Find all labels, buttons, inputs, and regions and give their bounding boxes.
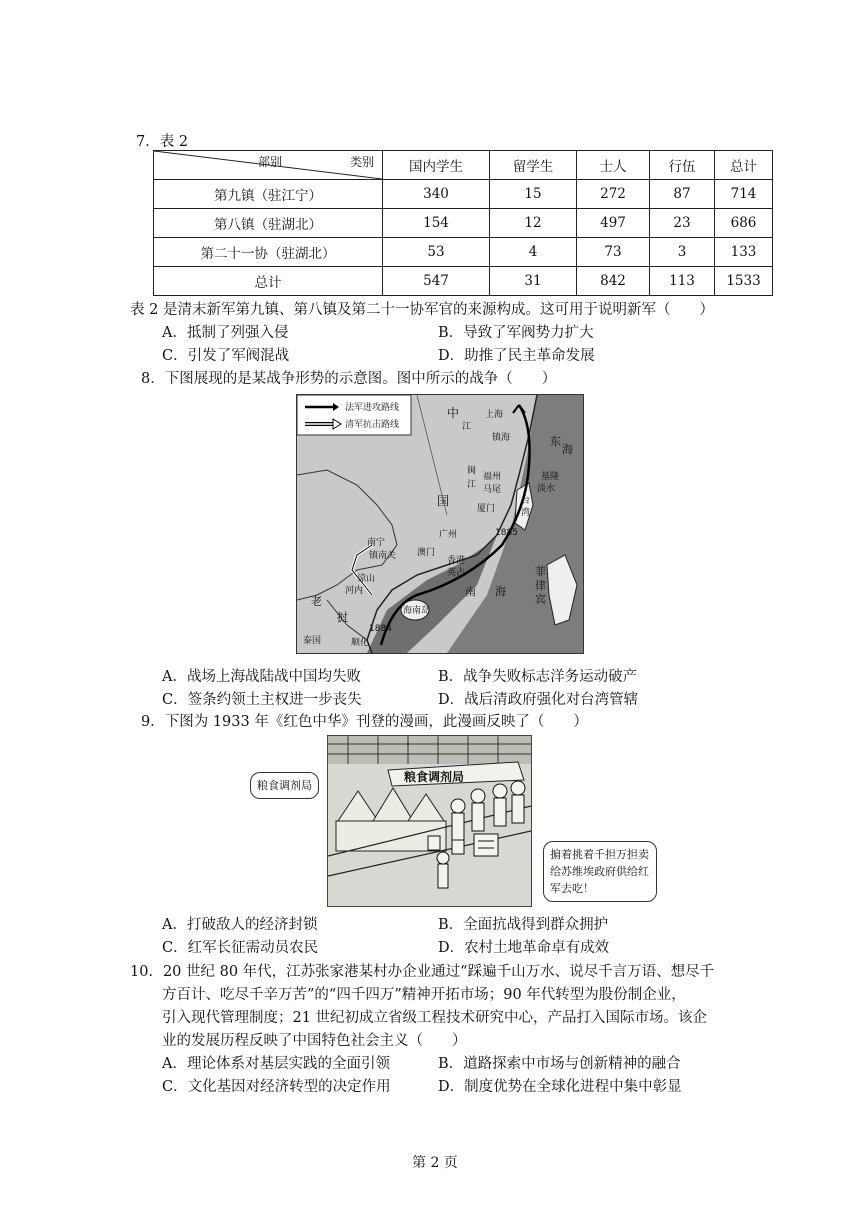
q10-option-d[interactable]: D．制度优势在全球化进程中集中彰显 — [438, 1079, 682, 1095]
map-graphic — [297, 395, 583, 653]
q7-option-a[interactable]: A．抵制了列强入侵 — [162, 325, 289, 341]
column-header: 国内学生 — [383, 151, 490, 180]
map-label: 宾 — [535, 593, 546, 606]
map-label: 律 — [535, 579, 546, 592]
q7-heading — [136, 130, 188, 151]
map-label: 南 — [465, 585, 476, 598]
q9-option-d[interactable]: D．农村土地革命卓有成效 — [438, 940, 610, 956]
map-label: 1884 — [369, 624, 392, 634]
q9-option-c[interactable]: C．红军长征需动员农民 — [162, 940, 319, 956]
q10-option-c[interactable]: C．文化基因对经济转型的决定作用 — [162, 1079, 391, 1095]
column-header: 留学生 — [490, 151, 577, 180]
table-cell: 842 — [577, 267, 650, 296]
q9-option-a[interactable]: A．打破敌人的经济封锁 — [162, 917, 318, 933]
table-cell: 113 — [650, 267, 715, 296]
table-row — [154, 209, 773, 238]
map-label: 湾 — [521, 508, 531, 518]
table-cell: 497 — [577, 209, 650, 238]
q8-option-c[interactable]: C．签条约领土主权进一步丧失 — [162, 692, 362, 708]
map-label: 南宁 — [367, 538, 386, 548]
table-row — [154, 238, 773, 267]
map-label: 菲 — [535, 565, 546, 578]
map-label: 顺化 — [351, 638, 370, 648]
map-label: 马尾 — [483, 485, 502, 495]
red-china-cartoon — [327, 735, 532, 907]
table-cell: 53 — [383, 238, 490, 267]
map-label: 厦门 — [477, 504, 496, 514]
map-label: 挝 — [337, 611, 348, 624]
column-header: 行伍 — [650, 151, 715, 180]
route-arrow — [513, 405, 525, 413]
officer-source-table — [153, 150, 773, 296]
map-label: 海南岛 — [403, 606, 431, 616]
map-label: 国 — [437, 494, 450, 508]
q10-line-3: 引入现代管理制度；21 世纪初成立省级工程技术研究中心，产品打入国际市场。该企 — [162, 1010, 708, 1026]
map-label: 闽 — [467, 466, 477, 476]
map-label: 中 — [447, 406, 460, 420]
map-label: 老 — [311, 595, 322, 608]
map-label: 基隆 — [541, 472, 560, 482]
table-cell: 686 — [715, 209, 773, 238]
q7-number: 7． — [136, 134, 160, 150]
q8-option-d[interactable]: D．战后清政府强化对台湾管辖 — [438, 692, 639, 708]
table-cell: 133 — [715, 238, 773, 267]
roof — [328, 736, 531, 764]
q10-line-1: 10．20 世纪 80 年代，江苏张家港某村办企业通过“踩遍千山万水、说尽千言万语、想尽千 — [130, 964, 715, 980]
table-cell: 73 — [577, 238, 650, 267]
table-cell: 547 — [383, 267, 490, 296]
map-label: 澳门 — [417, 548, 436, 558]
table-cell: 340 — [383, 180, 490, 209]
map-label: 泰国 — [303, 636, 322, 646]
legend-attack-label: 法军进攻路线 — [345, 403, 400, 413]
table-cell: 15 — [490, 180, 577, 209]
legend-defense-label: 清军抗击路线 — [345, 420, 400, 430]
map-label: 江 — [462, 422, 472, 432]
q7-table-title: 表 2 — [159, 134, 189, 150]
row-label: 第八镇（驻湖北） — [154, 209, 383, 238]
table-cell: 3 — [650, 238, 715, 267]
header-left-label: 部别 — [258, 155, 283, 169]
q9-option-b[interactable]: B．全面抗战得到群众拥护 — [438, 917, 609, 933]
callout-grain-bureau: 粮食调剂局 — [250, 772, 319, 799]
diagonal-header-cell — [154, 151, 383, 180]
q10-line-2: 方百计、吃尽千辛万苦”的“四千四万”精神开拓市场；90 年代转型为股份制企业， — [162, 987, 686, 1003]
table-cell: 4 — [490, 238, 577, 267]
column-header: 总计 — [715, 151, 773, 180]
map-label: 镇海 — [492, 433, 511, 443]
table-cell: 154 — [383, 209, 490, 238]
table-row — [154, 267, 773, 296]
map-label: 河内 — [345, 586, 364, 596]
map-label: 淡水 — [537, 484, 556, 494]
callout-peasant-speech: 掮着挑着千担万担卖给苏维埃政府供给红军去吃！ — [543, 841, 657, 902]
table-cell: 31 — [490, 267, 577, 296]
war-situation-map — [296, 394, 584, 654]
table-cell: 272 — [577, 180, 650, 209]
table-cell: 23 — [650, 209, 715, 238]
q10-line-4: 业的发展历程反映了中国特色社会主义（ ） — [162, 1033, 467, 1049]
cartoon-graphic — [328, 736, 531, 906]
map-label: 福州 — [483, 472, 502, 482]
q8-option-b[interactable]: B．战争失败标志洋务运动破产 — [438, 669, 638, 685]
map-label: 谅山 — [357, 574, 376, 584]
map-label: 镇南关 — [369, 551, 397, 561]
table-cell: 1533 — [715, 267, 773, 296]
map-label: 广州 — [439, 530, 458, 540]
q7-stem: 表 2 是清末新军第九镇、第八镇及第二十一协军官的来源构成。这可用于说明新军（ ） — [130, 302, 714, 318]
map-label: 英占 — [447, 568, 466, 578]
q9-stem: 9．下图为 1933 年《红色中华》刊登的漫画，此漫画反映了（ ） — [141, 714, 588, 730]
map-label: 台 — [521, 496, 531, 506]
map-label: 香港 — [447, 556, 466, 566]
row-label: 第二十一协（驻湖北） — [154, 238, 383, 267]
q7-option-b[interactable]: B．导致了军阀势力扩大 — [438, 325, 594, 341]
q7-option-d[interactable]: D．助推了民主革命发展 — [438, 348, 595, 364]
table-cell: 12 — [490, 209, 577, 238]
table-row — [154, 180, 773, 209]
map-label: 1885 — [495, 528, 518, 538]
column-header: 士人 — [577, 151, 650, 180]
row-label: 总计 — [154, 267, 383, 296]
table-header-row — [154, 151, 773, 180]
table-cell: 87 — [650, 180, 715, 209]
q7-option-c[interactable]: C．引发了军阀混战 — [162, 348, 290, 364]
table-cell: 714 — [715, 180, 773, 209]
q10-option-a[interactable]: A．理论体系对基层实践的全面引领 — [162, 1056, 390, 1072]
cartoon-sign-text: 粮食调剂局 — [404, 770, 465, 784]
map-label: 海 — [495, 585, 506, 598]
map-label: 江 — [467, 480, 477, 490]
page-number: 第 2 页 — [412, 1155, 458, 1171]
q10-option-b[interactable]: B．道路探索中市场与创新精神的融合 — [438, 1056, 681, 1072]
row-label: 第九镇（驻江宁） — [154, 180, 383, 209]
map-label: 海 — [562, 443, 573, 456]
border-line — [297, 470, 397, 600]
map-label: 上海 — [485, 410, 504, 420]
map-label: 东 — [550, 435, 561, 448]
header-right-label: 类别 — [350, 155, 375, 169]
q8-option-a[interactable]: A．战场上海战陆战中国均失败 — [162, 669, 361, 685]
q8-stem: 8．下图展现的是某战争形势的示意图。图中所示的战争（ ） — [141, 371, 557, 387]
